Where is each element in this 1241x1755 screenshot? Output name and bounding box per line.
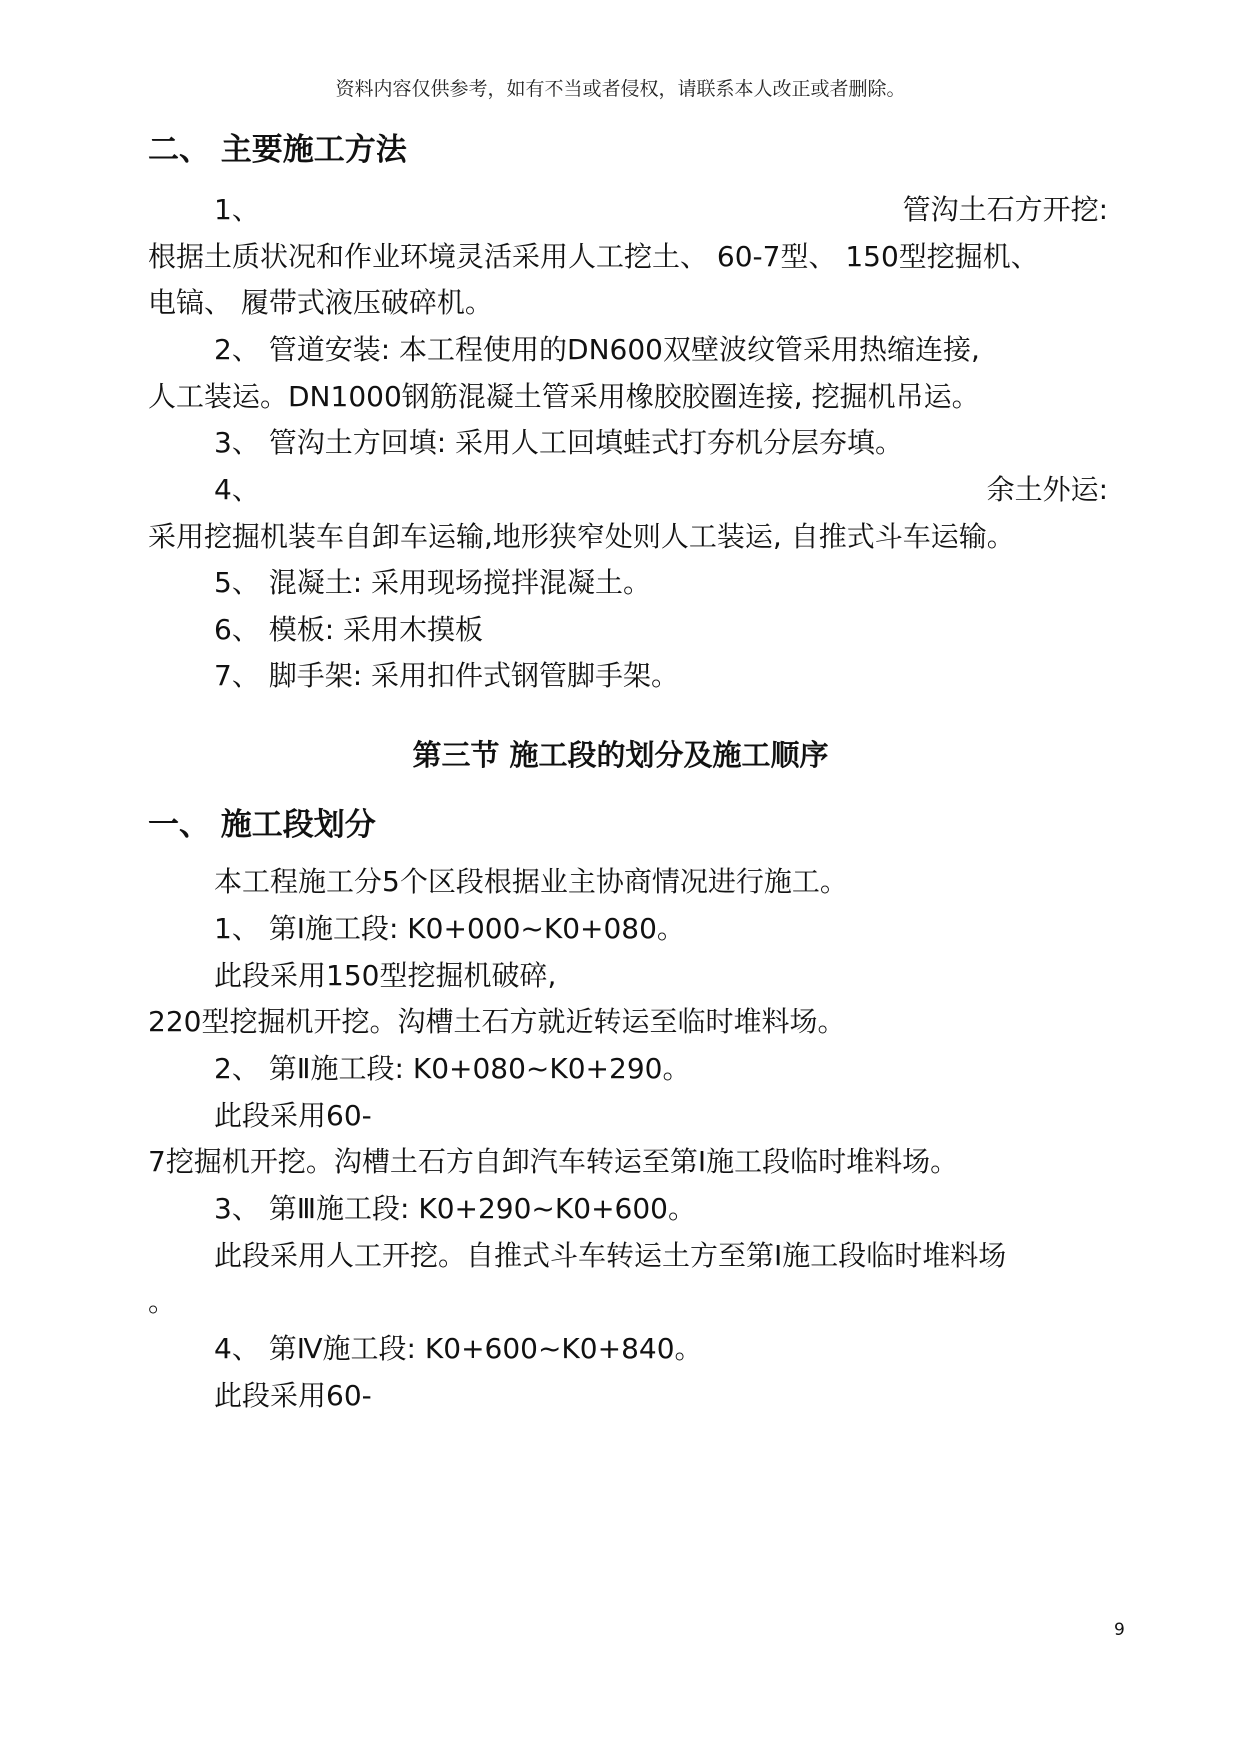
segment-2-text-line-2: 7挖掘机开挖。沟槽土石方自卸汽车转运至第Ⅰ施工段临时堆料场。 bbox=[148, 1145, 959, 1178]
segment-2-heading: 2、 第Ⅱ施工段: K0+080~K0+290。 bbox=[214, 1052, 691, 1085]
segment-1-heading: 1、 第Ⅰ施工段: K0+000~K0+080。 bbox=[214, 912, 685, 945]
segment-1-text-line-1: 此段采用150型挖掘机破碎, bbox=[214, 959, 557, 992]
item-5-text: 5、 混凝土: 采用现场搅拌混凝土。 bbox=[214, 566, 652, 599]
item-6-text: 6、 模板: 采用木摸板 bbox=[214, 613, 484, 646]
item-2-text-line-1: 2、 管道安装: 本工程使用的DN600双壁波纹管采用热缩连接, bbox=[214, 333, 980, 366]
segment-4-text-line-1: 此段采用60- bbox=[214, 1379, 372, 1412]
item-3-text: 3、 管沟土方回填: 采用人工回填蛙式打夯机分层夯填。 bbox=[214, 426, 904, 459]
item-4-heading: 余土外运: bbox=[986, 473, 1108, 506]
section-three-title: 第三节 施工段的划分及施工顺序 bbox=[412, 738, 829, 772]
section-heading-construction-methods: 二、 主要施工方法 bbox=[148, 132, 407, 168]
segment-3-heading: 3、 第Ⅲ施工段: K0+290~K0+600。 bbox=[214, 1192, 696, 1225]
section-heading-segment-division: 一、 施工段划分 bbox=[148, 807, 376, 843]
segment-4-heading: 4、 第Ⅳ施工段: K0+600~K0+840。 bbox=[214, 1332, 703, 1365]
segment-intro: 本工程施工分5个区段根据业主协商情况进行施工。 bbox=[214, 865, 848, 898]
item-1-heading-line bbox=[214, 190, 1108, 230]
item-1-heading: 管沟土石方开挖: bbox=[902, 193, 1108, 226]
item-4-number: 4、 bbox=[214, 473, 260, 506]
item-1-text-line-2: 根据土质状况和作业环境灵活采用人工挖土、 60-7型、 150型挖掘机、 bbox=[148, 240, 1039, 273]
segment-3-text-line-1: 此段采用人工开挖。自推式斗车转运土方至第Ⅰ施工段临时堆料场 bbox=[214, 1239, 1007, 1272]
segment-3-text-line-2: 。 bbox=[148, 1285, 177, 1318]
item-4-text-line-2: 采用挖掘机装车自卸车运输,地形狭窄处则人工装运, 自推式斗车运输。 bbox=[148, 520, 1015, 553]
segment-1-text-line-2: 220型挖掘机开挖。沟槽土石方就近转运至临时堆料场。 bbox=[148, 1005, 846, 1038]
page-number: 9 bbox=[1114, 1620, 1125, 1640]
segment-2-text-line-1: 此段采用60- bbox=[214, 1099, 372, 1132]
item-1-text-line-3: 电镐、 履带式液压破碎机。 bbox=[148, 286, 493, 319]
item-4-heading-line bbox=[214, 470, 1108, 510]
item-2-text-line-2: 人工装运。DN1000钢筋混凝土管采用橡胶胶圈连接, 挖掘机吊运。 bbox=[148, 380, 980, 413]
item-1-number: 1、 bbox=[214, 193, 260, 226]
item-7-text: 7、 脚手架: 采用扣件式钢管脚手架。 bbox=[214, 659, 680, 692]
page-header-disclaimer: 资料内容仅供参考，如有不当或者侵权，请联系本人改正或者删除。 bbox=[335, 78, 906, 100]
